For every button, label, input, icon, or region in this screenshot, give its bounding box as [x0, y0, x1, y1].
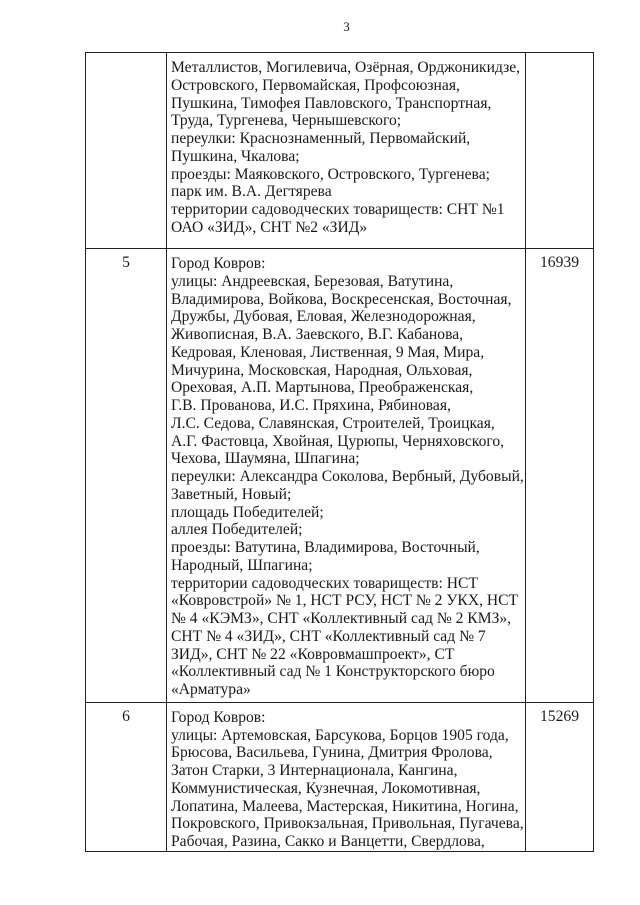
description-line: Кедровая, Кленовая, Лиственная, 9 Мая, Мира, [171, 343, 485, 361]
description-line: переулки: Краснознаменный, Первомайский, [171, 130, 471, 147]
description-line: улицы: Андреевская, Березовая, Ватутина, [171, 272, 454, 290]
row-count-cell [526, 249, 594, 703]
description-line: Народный, Шпагина; [171, 556, 313, 574]
description-line: Л.С. Седова, Славянская, Строителей, Троицкая, [171, 414, 495, 432]
description-line: «Ковровстрой» № 1, НСТ РСУ, НСТ № 2 УКХ, НСТ [171, 592, 519, 610]
description-line: проезды: Ватутина, Владимирова, Восточный, [171, 539, 480, 556]
row-count-cell [526, 702, 594, 851]
description-line: аллея Победителей; [171, 521, 303, 539]
description-line: А.Г. Фастовца, Хвойная, Цурюпы, Черняховского, [171, 432, 505, 450]
description-line: Лопатина, Малеева, Мастерская, Никитина, Ногина, [171, 797, 519, 815]
description-line: Живописная, В.А. Заевского, В.Г. Кабанова, [171, 326, 464, 343]
row-count: 16939 [540, 254, 579, 271]
description-line: Рабочая, Разина, Сакко и Ванцетти, Свердлова, [171, 833, 485, 850]
description-line: Город Ковров: [171, 255, 266, 272]
description-line: Ореховая, А.П. Мартынова, Преображенская, [171, 379, 474, 397]
description-line: Брюсова, Васильева, Гунина, Дмитрия Фролова, [171, 744, 493, 762]
table-row [86, 702, 594, 851]
description-line: СНТ № 4 «ЗИД», СНТ «Коллективный сад № 7 [171, 627, 486, 645]
description-line: Заветный, Новый; [171, 485, 292, 503]
table-row [86, 53, 594, 249]
description-line: Металлистов, Могилевича, Озёрная, Орджоникидзе, [171, 59, 521, 76]
row-number-cell [86, 702, 167, 851]
description-line: «Арматура» [171, 681, 251, 698]
description-line: территории садоводческих товариществ: СНТ №1 [171, 201, 505, 218]
description-line: Затон Старки, 3 Интернационала, Кангина, [171, 762, 458, 779]
description-line: Коммунистическая, Кузнечная, Локомотивная, [171, 779, 481, 797]
row-count: 15269 [540, 707, 579, 725]
description-line: площадь Победителей; [171, 503, 324, 521]
description-line: Труда, Тургенева, Чернышевского; [171, 112, 402, 130]
description-line: Дружбы, Дубовая, Еловая, Железнодорожная, [171, 308, 476, 326]
description-line: Пушкина, Чкалова; [171, 147, 300, 165]
row-count [527, 54, 592, 58]
row-number: 6 [122, 707, 130, 725]
row-number [87, 54, 165, 58]
row-description-cell [167, 53, 526, 249]
description-line: Владимирова, Войкова, Воскресенская, Восточная, [171, 290, 512, 308]
description-line: № 4 «КЭМЗ», СНТ «Коллективный сад № 2 КМЗ», [171, 610, 512, 627]
description-line: Г.В. Прованова, И.С. Пряхина, Рябиновая, [171, 397, 451, 414]
description-line: ЗИД», СНТ № 22 «Ковровмашпроект», СТ [171, 645, 455, 663]
description-line: «Коллективный сад № 1 Конструкторского бюро [171, 663, 495, 681]
row-number: 5 [122, 254, 130, 271]
row-description-cell [167, 249, 526, 703]
description-line: проезды: Маяковского, Островского, Тургенева; [171, 165, 490, 183]
description-line: Город Ковров: [171, 708, 266, 726]
district-table [85, 52, 594, 852]
description-line: Островского, Первомайская, Профсоюзная, [171, 76, 460, 94]
description-line: переулки: Александра Соколова, Вербный, Дубовый, [171, 468, 524, 485]
description-line: территории садоводческих товариществ: НСТ [171, 574, 478, 592]
description-line: Покровского, Привокзальная, Привольная, Пугачева, [171, 815, 524, 833]
description-line: ОАО «ЗИД», СНТ №2 «ЗИД» [171, 218, 368, 236]
description-line: парк им. В.А. Дегтярева [171, 183, 332, 201]
description-line: Пушкина, Тимофея Павловского, Транспортная, [171, 94, 492, 112]
page-number: 3 [343, 19, 350, 34]
description-line: Мичурина, Московская, Народная, Ольховая, [171, 361, 473, 379]
description-line: улицы: Артемовская, Барсукова, Борцов 1905 года, [171, 726, 509, 744]
row-number-cell [86, 53, 167, 249]
row-number-cell [86, 249, 167, 703]
row-description-cell [167, 702, 526, 851]
row-count-cell [526, 53, 594, 249]
table-row [86, 249, 594, 703]
description-line: Чехова, Шаумяна, Шпагина; [171, 450, 360, 468]
